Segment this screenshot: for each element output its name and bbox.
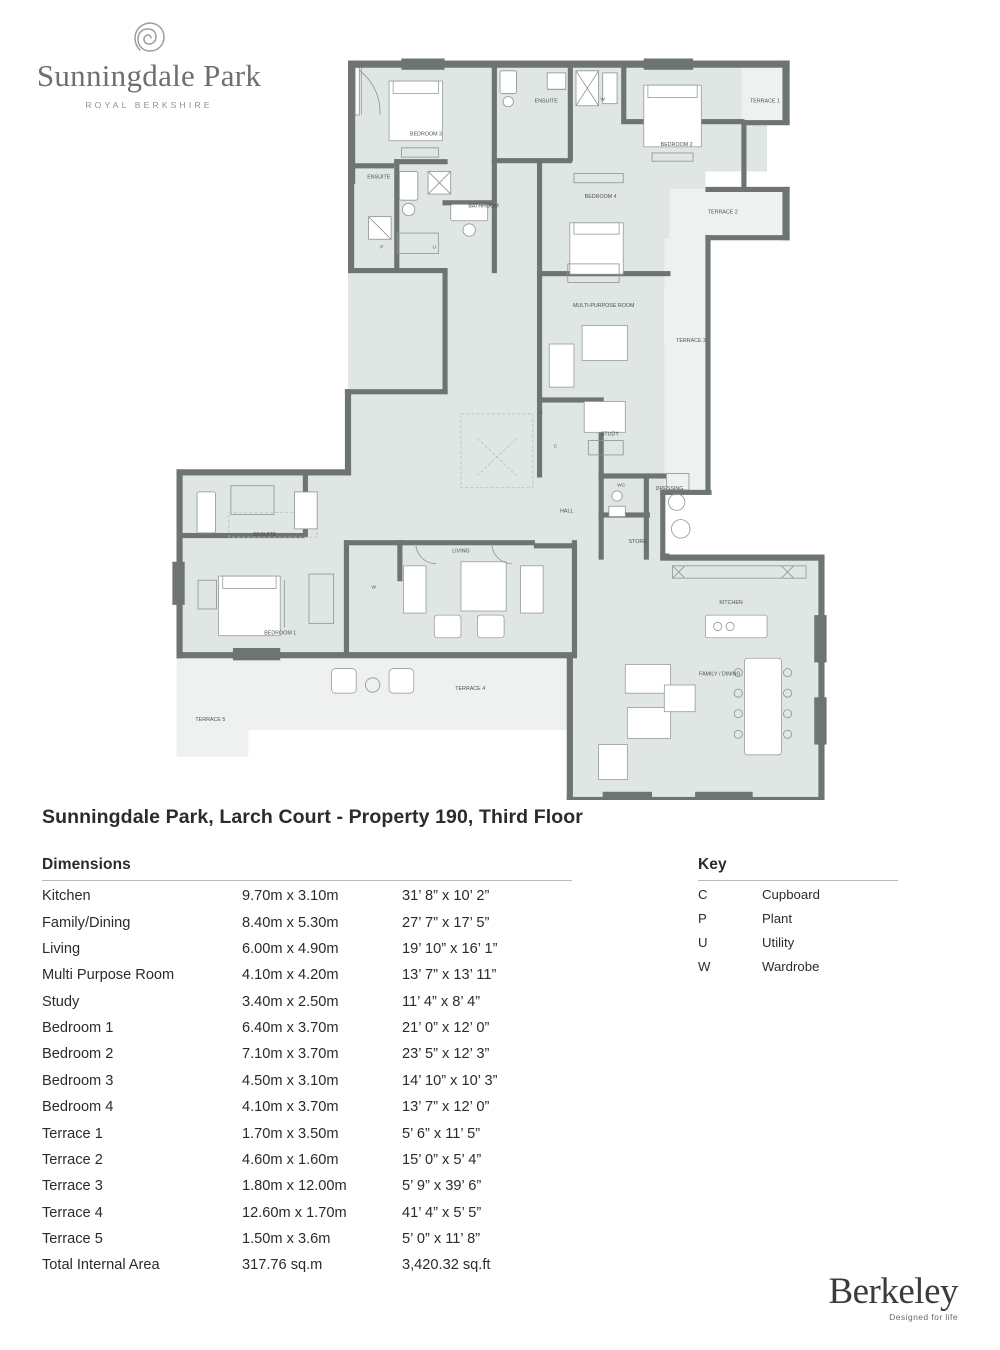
- dimension-room: Living: [42, 940, 81, 957]
- room-label: STUDY: [600, 431, 619, 438]
- key-heading: Key: [698, 856, 727, 873]
- dimension-imperial: 13’ 7” x 13’ 11”: [402, 967, 497, 984]
- key-label: Utility: [762, 934, 795, 950]
- dimension-row: [42, 962, 572, 988]
- dimension-imperial: 19’ 10” x 16’ 1”: [402, 940, 498, 957]
- dimension-room: Multi Purpose Room: [42, 967, 175, 984]
- room-label: ENSUITE: [534, 98, 558, 105]
- dimension-imperial: 27’ 7” x 17’ 5”: [402, 914, 490, 931]
- room-label: P: [380, 245, 384, 251]
- dimension-imperial: 31’ 8” x 10’ 2”: [402, 888, 490, 905]
- logo-name: Sunningdale Park: [36, 58, 262, 93]
- key-row: [698, 907, 898, 931]
- key-row: [698, 954, 898, 978]
- dimensions-divider: [42, 880, 572, 881]
- room-label: FAMILY / DINING: [699, 671, 741, 678]
- dimension-metric: 8.40m x 5.30m: [242, 914, 339, 931]
- room-label: W: [371, 585, 376, 591]
- room-label: C: [553, 444, 558, 450]
- room-label: C: [539, 410, 543, 416]
- key-table: [698, 883, 898, 978]
- room-label: W: [600, 97, 605, 103]
- dimension-room: Bedroom 2: [42, 1046, 114, 1063]
- dimension-metric: 4.10m x 3.70m: [242, 1099, 339, 1116]
- dimension-imperial: 5’ 9” x 39’ 6”: [402, 1178, 482, 1195]
- dimension-room: Bedroom 4: [42, 1099, 114, 1116]
- room-label: HALL: [560, 508, 574, 515]
- room-label: ENSUITE: [253, 532, 277, 539]
- dimension-room: Terrace 5: [42, 1231, 103, 1248]
- dimension-row: [42, 1173, 572, 1199]
- dimension-metric: 4.50m x 3.10m: [242, 1072, 339, 1089]
- dimension-room: Family/Dining: [42, 914, 131, 931]
- key-row: [698, 931, 898, 955]
- key-section: [698, 856, 898, 978]
- dimension-imperial: 13’ 7” x 12’ 0”: [402, 1099, 490, 1116]
- room-label: LIVING: [452, 548, 470, 555]
- dimension-metric: 1.50m x 3.6m: [242, 1231, 331, 1248]
- key-label: Cupboard: [762, 887, 820, 903]
- dimension-row: [42, 883, 572, 909]
- room-label: TERRACE 4: [455, 686, 486, 693]
- dimensions-table: [42, 883, 572, 1279]
- dimension-imperial: 5’ 0” x 11’ 8”: [402, 1231, 481, 1248]
- dimension-row: [42, 936, 572, 962]
- room-label: ENSUITE: [367, 174, 391, 181]
- dimensions-heading: Dimensions: [42, 856, 131, 873]
- dimension-room: Terrace 1: [42, 1125, 103, 1142]
- room-label: BEDROOM 2: [660, 141, 693, 148]
- key-row: [698, 883, 898, 907]
- dimension-room: Bedroom 3: [42, 1072, 114, 1089]
- dimension-imperial: 5’ 6” x 11’ 5”: [402, 1125, 481, 1142]
- dimension-row: [42, 1147, 572, 1173]
- dimension-row: [42, 1041, 572, 1067]
- dimension-metric: 6.00m x 4.90m: [242, 940, 339, 957]
- dimensions-section: [42, 856, 572, 1279]
- dimension-imperial: 11’ 4” x 8’ 4”: [402, 993, 481, 1010]
- room-label: KITCHEN: [719, 599, 743, 606]
- room-label: TERRACE 1: [750, 98, 780, 105]
- page-title: Sunningdale Park, Larch Court - Property 190, Third Floor: [42, 806, 583, 828]
- logo-subtitle: ROYAL BERKSHIRE: [85, 99, 213, 110]
- dimension-metric: 9.70m x 3.10m: [242, 888, 339, 905]
- room-label: BATHROOM: [468, 203, 499, 210]
- dimension-room: Bedroom 1: [42, 1020, 114, 1037]
- dimension-row: [42, 909, 572, 935]
- room-label: TERRACE 3: [676, 337, 706, 344]
- dimension-row: [42, 1015, 572, 1041]
- dimension-row: [42, 1068, 572, 1094]
- dimension-imperial: 14’ 10” x 10’ 3”: [402, 1072, 498, 1089]
- dimension-row: [42, 989, 572, 1015]
- dimension-metric: 4.10m x 4.20m: [242, 967, 339, 984]
- room-label: BEDROOM 4: [584, 194, 617, 201]
- key-abbr: W: [698, 958, 711, 974]
- berkeley-name: Berkeley: [828, 1271, 958, 1312]
- dimension-row: [42, 1200, 572, 1226]
- dimension-room: Terrace 2: [42, 1151, 103, 1168]
- dimension-room: Terrace 3: [42, 1178, 103, 1195]
- dimension-metric: 1.80m x 12.00m: [242, 1178, 347, 1195]
- room-label: U: [432, 245, 436, 251]
- dimension-metric: 4.60m x 1.60m: [242, 1151, 339, 1168]
- room-label: DRESSING: [655, 485, 684, 492]
- dimension-row: [42, 1226, 572, 1252]
- dimension-metric: 12.60m x 1.70m: [242, 1204, 347, 1221]
- dimension-room: Terrace 4: [42, 1204, 103, 1221]
- dimension-metric: 1.70m x 3.50m: [242, 1125, 339, 1142]
- dimension-metric: 6.40m x 3.70m: [242, 1020, 339, 1037]
- room-label: MULTI-PURPOSE ROOM: [572, 303, 635, 310]
- berkeley-tagline: Designed for life: [889, 1312, 958, 1322]
- floorplan-svg: [150, 40, 850, 800]
- key-abbr: C: [698, 887, 708, 903]
- dimension-imperial: 41’ 4” x 5’ 5”: [402, 1204, 482, 1221]
- dimension-imperial: 15’ 0” x 5’ 4”: [402, 1151, 482, 1168]
- dimension-metric: 317.76 sq.m: [242, 1257, 323, 1274]
- dimension-imperial: 3,420.32 sq.ft: [402, 1257, 491, 1274]
- room-label: BEDROOM 3: [410, 131, 443, 138]
- dimension-imperial: 21’ 0” x 12’ 0”: [402, 1020, 490, 1037]
- floorplan-drawing: [150, 40, 850, 800]
- dimension-room: Kitchen: [42, 888, 91, 905]
- dimension-row: [42, 1252, 572, 1278]
- key-label: Plant: [762, 911, 793, 927]
- key-divider: [698, 880, 898, 881]
- dimension-row: [42, 1120, 572, 1146]
- room-label: WC: [617, 483, 626, 489]
- room-label: TERRACE 2: [707, 209, 738, 216]
- key-abbr: U: [698, 934, 708, 950]
- room-label: BEDROOM 1: [264, 630, 297, 637]
- key-abbr: P: [698, 911, 707, 927]
- dimension-room: Total Internal Area: [42, 1257, 160, 1274]
- berkeley-logo: [828, 1273, 958, 1322]
- dimension-row: [42, 1094, 572, 1120]
- dimension-room: Study: [42, 993, 80, 1010]
- key-label: Wardrobe: [762, 958, 820, 974]
- room-label: TERRACE 5: [195, 716, 226, 723]
- room-label: STORE: [628, 539, 647, 546]
- dimension-metric: 3.40m x 2.50m: [242, 993, 339, 1010]
- dimension-metric: 7.10m x 3.70m: [242, 1046, 339, 1063]
- dimension-imperial: 23’ 5” x 12’ 3”: [402, 1046, 490, 1063]
